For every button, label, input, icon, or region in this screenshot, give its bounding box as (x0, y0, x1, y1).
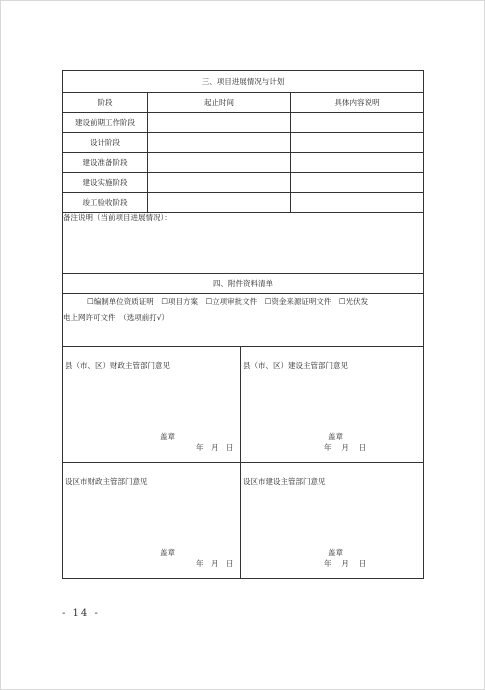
header-details: 具体内容说明 (291, 93, 424, 113)
county-construction-opinion[interactable] (241, 347, 424, 463)
city-finance-opinion[interactable] (63, 463, 241, 579)
page-number: - 14 - (62, 608, 100, 619)
details-cell[interactable] (291, 153, 424, 173)
stage-design: 设计阶段 (63, 133, 148, 153)
stage-preparation: 建设准备阶段 (63, 153, 148, 173)
details-cell[interactable] (291, 133, 424, 153)
page-border-top (0, 0, 485, 1)
date-label: 年 月 日 (196, 559, 234, 568)
seal-label: 盖章 (160, 548, 175, 557)
opinion-title: 县（市、区）建设主管部门意见 (243, 361, 348, 370)
attachment-checklist[interactable] (63, 294, 424, 347)
opinion-title: 县（市、区）财政主管部门意见 (65, 361, 170, 370)
remarks-field[interactable] (63, 213, 424, 274)
attachment-options-line2: 电上网许可文件 （选项前打√） (63, 313, 170, 322)
period-cell[interactable] (148, 173, 291, 193)
stage-pre-construction: 建设前期工作阶段 (63, 113, 148, 133)
application-form-table (62, 70, 424, 579)
stage-implementation: 建设实施阶段 (63, 173, 148, 193)
section3-title: 三、项目进展情况与计划 (63, 71, 424, 93)
opinion-title: 设区市财政主管部门意见 (65, 477, 148, 486)
attachment-options-line1: ☐编制单位资质证明 ☐项目方案 ☐立项审批文件 ☐资金来源证明文件 ☐光伏发 (87, 297, 369, 306)
date-label: 年 月 日 (324, 559, 367, 568)
header-period: 起止时间 (148, 93, 291, 113)
period-cell[interactable] (148, 153, 291, 173)
remarks-label: 备注说明（当前项目进展情况）： (63, 213, 172, 222)
header-stage: 阶段 (63, 93, 148, 113)
seal-label: 盖章 (160, 432, 175, 441)
period-cell[interactable] (148, 113, 291, 133)
period-cell[interactable] (148, 193, 291, 213)
details-cell[interactable] (291, 173, 424, 193)
date-label: 年 月 日 (196, 443, 234, 452)
page-border-left (0, 0, 1, 690)
date-label: 年 月 日 (324, 443, 367, 452)
details-cell[interactable] (291, 193, 424, 213)
details-cell[interactable] (291, 113, 424, 133)
stage-completion: 竣工验收阶段 (63, 193, 148, 213)
section4-title: 四、附件资料清单 (63, 274, 424, 294)
county-finance-opinion[interactable] (63, 347, 241, 463)
city-construction-opinion[interactable] (241, 463, 424, 579)
opinion-title: 设区市建设主管部门意见 (243, 477, 326, 486)
seal-label: 盖章 (328, 432, 343, 441)
seal-label: 盖章 (328, 548, 343, 557)
period-cell[interactable] (148, 133, 291, 153)
